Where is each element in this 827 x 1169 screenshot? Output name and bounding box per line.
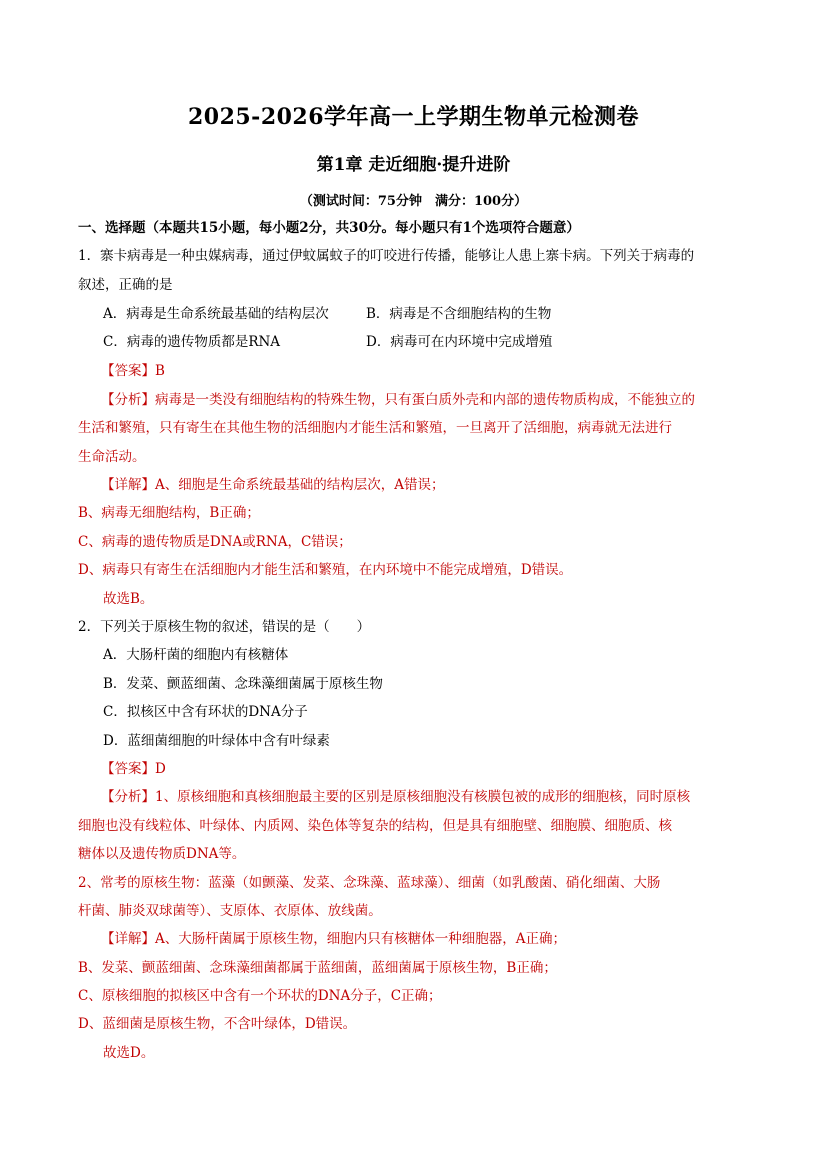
q1-conclusion: 故选B。 <box>103 591 154 607</box>
page-title: 2025-2026学年高一上学期生物单元检测卷 <box>187 104 640 130</box>
q2-detail-line2: B、发菜、颤蓝细菌、念珠藻细菌都属于蓝细菌，蓝细菌属于原核生物，B正确； <box>78 960 557 976</box>
q1-analysis-line2: 生活和繁殖，只有寄生在其他生物的活细胞内才能生活和繁殖，一旦离开了活细胞，病毒就无法进行 <box>78 420 672 436</box>
q1-option-c: C．病毒的遗传物质都是RNA <box>103 334 281 350</box>
q1-stem-line1: 1．寨卡病毒是一种虫媒病毒，通过伊蚊属蚊子的叮咬进行传播，能够让人患上寨卡病。下列关于病毒的 <box>78 248 695 264</box>
q1-answer: 【答案】B <box>101 363 165 379</box>
q2-analysis-line5: 杆菌、肺炎双球菌等）、支原体、衣原体、放线菌。 <box>78 903 382 919</box>
q2-option-d: D．蓝细菌细胞的叶绿体中含有叶绿素 <box>103 733 330 749</box>
q2-analysis-line4: 2、常考的原核生物：蓝藻（如颤藻、发菜、念珠藻、蓝球藻）、细菌（如乳酸菌、硝化细菌、大肠 <box>78 875 661 891</box>
q2-conclusion: 故选D。 <box>103 1045 155 1061</box>
q1-detail-line1: 【详解】A、细胞是生命系统最基础的结构层次，A错误； <box>101 477 445 493</box>
q1-detail-line3: C、病毒的遗传物质是DNA或RNA，C错误； <box>78 534 352 550</box>
q2-detail-line4: D、蓝细菌是原核生物，不含叶绿体，D错误。 <box>78 1016 357 1032</box>
section-heading: 一、选择题（本题共15小题，每小题2分，共30分。每小题只有1个选项符合题意） <box>78 220 580 236</box>
q1-analysis-line3: 生命活动。 <box>78 449 146 465</box>
q2-analysis-line1: 【分析】1、原核细胞和真核细胞最主要的区别是原核细胞没有核膜包被的成形的细胞核，同时原核 <box>101 789 691 805</box>
test-meta: （测试时间：75分钟 满分：100分） <box>299 194 528 209</box>
q2-option-a: A．大肠杆菌的细胞内有核糖体 <box>103 647 289 663</box>
q1-option-d: D．病毒可在内环境中完成增殖 <box>366 334 553 350</box>
q2-detail-line1: 【详解】A、大肠杆菌属于原核生物，细胞内只有核糖体一种细胞器，A正确； <box>101 931 566 947</box>
q2-detail-line3: C、原核细胞的拟核区中含有一个环状的DNA分子，C正确； <box>78 988 442 1004</box>
q2-analysis-line3: 糖体以及遗传物质DNA等。 <box>78 846 246 862</box>
q2-option-c: C．拟核区中含有环状的DNA分子 <box>103 704 308 720</box>
q1-stem-line2: 叙述，正确的是 <box>78 277 173 293</box>
q1-detail-line2: B、病毒无细胞结构，B正确； <box>78 505 260 521</box>
q2-analysis-line2: 细胞也没有线粒体、叶绿体、内质网、染色体等复杂的结构，但是具有细胞壁、细胞膜、细胞质、核 <box>78 818 672 834</box>
q1-option-a: A．病毒是生命系统最基础的结构层次 <box>103 306 329 322</box>
q1-detail-line4: D、病毒只有寄生在活细胞内才能生活和繁殖，在内环境中不能完成增殖，D错误。 <box>78 562 573 578</box>
chapter-subtitle: 第1章 走近细胞·提升进阶 <box>316 155 511 175</box>
q1-option-b: B．病毒是不含细胞结构的生物 <box>366 306 552 322</box>
q2-answer: 【答案】D <box>101 761 166 777</box>
q1-analysis-line1: 【分析】病毒是一类没有细胞结构的特殊生物，只有蛋白质外壳和内部的遗传物质构成，不能独立的 <box>101 392 695 408</box>
q2-option-b: B．发菜、颤蓝细菌、念珠藻细菌属于原核生物 <box>103 676 383 692</box>
q2-stem: 2．下列关于原核生物的叙述，错误的是（ ） <box>78 619 371 635</box>
